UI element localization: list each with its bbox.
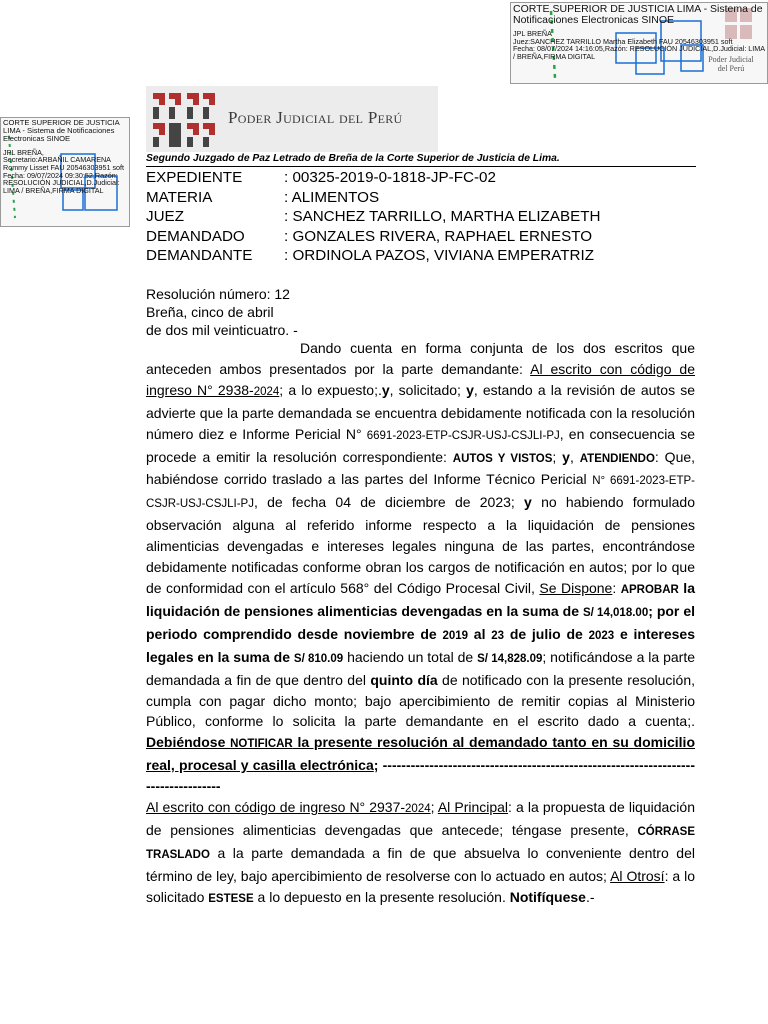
body-text-bold: al [468, 625, 492, 642]
body-text-bold: CÓRRASE TRASLADO [146, 825, 695, 861]
body-text: a la parte demandada a fin de que absuelva lo conveniente dentro del término de ley, bajo apercibimiento de resolverse con lo actuado en autos; [146, 844, 695, 884]
body-text-underlined: Al escrito con código de ingreso N° 2937- [146, 799, 406, 816]
stamp-line: Secretario:ARBAÑIL CAMARENA Rommy Lisset FAU 20546303951 soft [3, 155, 125, 173]
body-text: , estando a la revisión de autos se advierte que la parte demandada se encuentra debidamente notificada con la resolución número diez e Informe Pericial N° [146, 381, 695, 442]
body-text: a lo depuesto en la presente resolución. [253, 888, 510, 905]
body-text: : a lo solicitado [146, 867, 695, 905]
resolution-number: Resolución número: 12 [146, 286, 290, 302]
case-label: EXPEDIENTE [146, 169, 243, 186]
body-text-underlined: Al Otrosí [610, 867, 665, 884]
body-text: : a la propuesta de liquidación de pensiones alimenticias devengadas que antecede; téngase presente, [146, 799, 695, 838]
poder-judicial-logo-icon [149, 90, 219, 150]
body-text-bold: 2019 [442, 629, 469, 642]
body-text-bold: la liquidación de pensiones alimenticias devengadas en la suma de [146, 579, 695, 619]
case-label: DEMANDADO [146, 227, 245, 245]
body-text-bold: e intereses legales en la suma de [146, 625, 695, 665]
body-text-underlined: Al escrito con código de ingreso N° 2938- [146, 360, 696, 398]
stamp-line: JPL BREÑA [513, 29, 552, 39]
case-row-demandado [146, 227, 600, 247]
body-text-bold: quinto día [370, 671, 438, 688]
body-text-bold: 23 [491, 629, 505, 642]
body-text: , solicitado; [389, 381, 467, 398]
body-text-bold: AUTOS Y VISTOS [452, 452, 553, 465]
header-divider [146, 166, 696, 167]
body-text-bold: 2023 [588, 629, 615, 642]
body-text-bold: ATENDIENDO [579, 452, 655, 465]
body-text: ; notificándose a la parte demandada a fin de que dentro del [146, 648, 695, 688]
case-value: : 00325-2019-0-1818-JP-FC-02 [284, 169, 496, 186]
body-text-small: 6691-2023-ETP-CSJR-USJ-CSJLI-PJ [366, 429, 560, 442]
body-text: ; a lo expuesto;. [279, 381, 382, 398]
body-text: : Que, habiéndose corrido traslado a las partes del Informe Técnico Pericial [146, 448, 696, 488]
body-text: de notificado con la presente resolución, cumpla con pagar dicho monto; bajo apercibimiento de remitir copias al Ministerio Público, conforme lo solicita la parte demandante en el escrito dado a cuenta;. [146, 671, 695, 730]
body-text-bold: ESTESE [208, 892, 254, 905]
stamp-brand-line2: del Perú [717, 64, 745, 74]
body-text: Dando cuenta en forma conjunta de los dos escritos que anteceden ambos presentados por la parte demandante: [146, 340, 695, 377]
stamp-line: Fecha: 08/07/2024 14:16:05,Razón: RESOLUCIÓN JUDICIAL,D.Judicial: LIMA / BREÑA,FIRMA DIGITAL [513, 44, 765, 61]
body-text: , en consecuencia se procede a emitir la resolución correspondiente: [146, 425, 695, 465]
stamp-line: JPL BREÑA, [3, 147, 44, 157]
body-text-bold-underlined: la presente resolución al demandado tanto en su domicilio real, procesal y casilla electrónica [146, 734, 695, 774]
body-text-underlined: 2024 [405, 803, 431, 816]
digital-signature-stamp-judge [510, 2, 768, 84]
body-text-bold: y [466, 381, 474, 398]
body-text: ; [430, 799, 438, 816]
stamp-title: CORTE SUPERIOR DE JUSTICIA LIMA - Sistema de Notificaciones Electronicas SINOE [3, 118, 120, 143]
body-paragraph-1 [146, 338, 695, 797]
body-text: .- [585, 888, 595, 905]
body-text-bold-underlined: NOTIFICAR [230, 738, 293, 751]
stamp-brand [701, 55, 761, 73]
body-text-bold: de julio de [504, 625, 589, 642]
case-label: JUEZ [146, 208, 184, 226]
court-name: Segundo Juzgado de Paz Letrado de Breña de la Corte Superior de Justicia de Lima. [146, 153, 560, 164]
case-details [146, 168, 600, 266]
case-value: : SANCHEZ TARRILLO, MARTHA ELIZABETH [284, 208, 601, 226]
resolution-header [146, 285, 298, 339]
stamp-brand-line1: Poder Judicial [708, 55, 754, 64]
body-text-bold: y [562, 448, 570, 465]
body-text-bold-underlined: Debiéndose [146, 734, 231, 751]
body-text: : [612, 579, 621, 596]
case-row-juez [146, 207, 600, 227]
case-value: : GONZALES RIVERA, RAPHAEL ERNESTO [284, 227, 593, 245]
resolution-place-date: Breña, cinco de abril [146, 304, 274, 320]
digital-signature-stamp-secretary [0, 117, 130, 227]
body-text: ; [552, 448, 563, 465]
body-paragraph-2 [146, 797, 695, 910]
body-text-bold: S/ 14,018.00 [582, 606, 649, 619]
body-text-dashes: ; ----------------------------------------------------------------------------------- [146, 757, 696, 795]
case-row-demandante [146, 246, 600, 266]
body-text-underlined: 2024 [253, 385, 280, 398]
body-text-bold: APROBAR [620, 583, 679, 596]
body-text: , [569, 448, 580, 465]
case-label: MATERIA [146, 188, 213, 206]
body-text-bold: y [524, 494, 532, 511]
case-row-materia [146, 188, 600, 208]
case-value: : ORDINOLA PAZOS, VIVIANA EMPERATRIZ [284, 247, 594, 265]
case-label: DEMANDANTE [146, 247, 253, 265]
body-text-small: N° 6691-2023-ETP-CSJR-USJ-CSJLI-PJ [146, 475, 695, 511]
body-text-bold: S/ 810.09 [293, 652, 344, 665]
body-text-underlined: Al Principal [437, 799, 509, 816]
stamp-line: Fecha: 09/07/2024 09:30:52,Razón: RESOLUCIÓN JUDICIAL,D.Judicial: LIMA / BREÑA,FIRMA DIGITAL [3, 170, 120, 195]
body-text: haciendo un total de [343, 648, 478, 665]
resolution-year: de dos mil veinticuatro. - [146, 322, 298, 338]
body-text: , de fecha 04 de diciembre de 2023; [253, 494, 525, 511]
body-text-bold: Notifíquese [509, 888, 586, 905]
case-value: : ALIMENTOS [284, 188, 380, 206]
body-text-bold: ; por el periodo comprendido desde noviembre de [146, 602, 695, 642]
body-text-underlined: Se Dispone [539, 579, 613, 596]
institution-logo [146, 86, 438, 152]
body-text-bold: S/ 14,828.09 [477, 652, 543, 665]
case-row-expediente [146, 168, 600, 188]
institution-name: Poder Judicial del Perú [228, 108, 403, 127]
stamp-title: CORTE SUPERIOR DE JUSTICIA LIMA - Sistema de Notificaciones Electronicas SINOE [513, 3, 763, 27]
body-text: no habiendo formulado observación alguna al referido informe respecto a la liquidación de pensiones alimenticias devengadas e intereses legales ninguna de las partes, encontrándose debidamente notificadas conforme obran los cargos de notificación en autos; por lo que de conformidad con el artículo 568° del Código Procesal Civil, [146, 494, 695, 596]
body-text-bold: y [381, 381, 390, 398]
resolution-body [146, 338, 695, 910]
stamp-line: Juez:SANCHEZ TARRILLO Martha Elizabeth FAU 20546303951 soft [513, 36, 733, 46]
